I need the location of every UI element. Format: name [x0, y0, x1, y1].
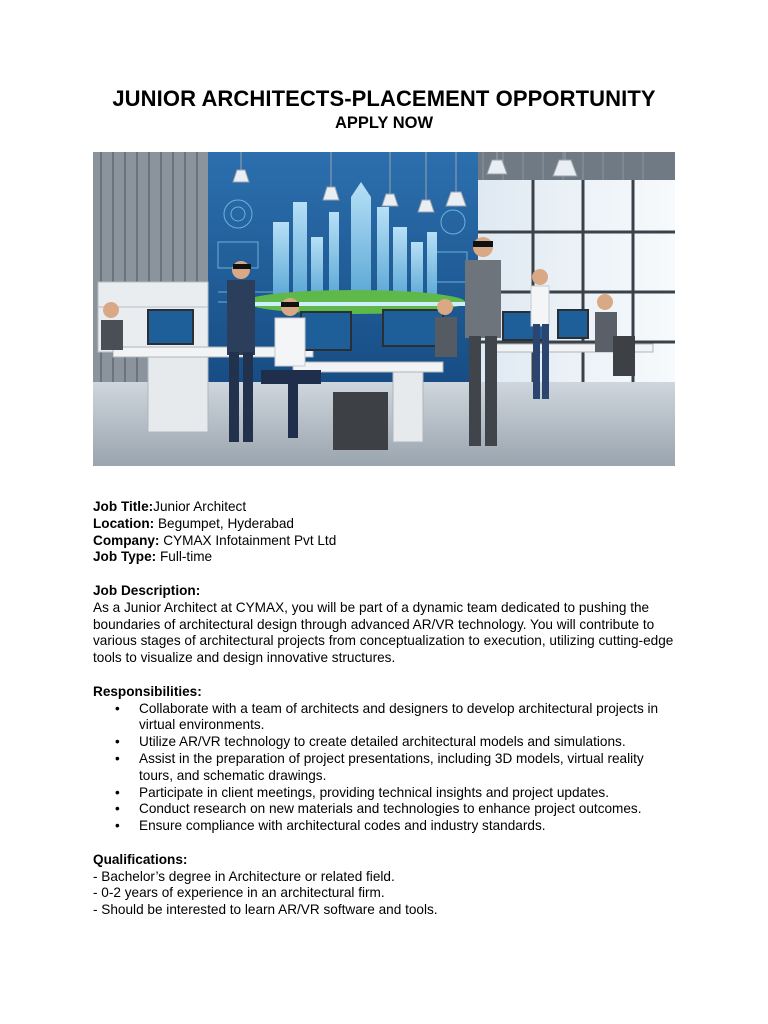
bullet: •: [115, 784, 120, 800]
page-title: JUNIOR ARCHITECTS-PLACEMENT OPPORTUNITY: [112, 86, 656, 111]
location-label: Location:: [93, 515, 155, 531]
location-row: [93, 516, 683, 533]
company-label: Company:: [93, 532, 160, 548]
bullet: •: [115, 734, 120, 750]
job-type-value: Full-time: [156, 549, 213, 565]
bullet: •: [115, 818, 120, 834]
list-item: • Utilize AR/VR technology to create detailed architectural models and simulations.: [115, 734, 626, 750]
qualification-item: - 0-2 years of experience in an architectural firm.: [93, 885, 385, 901]
page-subtitle: APPLY NOW: [334, 114, 434, 132]
list-item: • Ensure compliance with architectural codes and industry standards.: [115, 818, 546, 834]
responsibilities-list: [93, 701, 683, 835]
location-value: Begumpet, Hyderabad: [154, 515, 294, 531]
job-title-value: Junior Architect: [153, 499, 247, 514]
qualification-item: - Bachelor’s degree in Architecture or related field.: [93, 868, 395, 884]
job-description-text: As a Junior Architect at CYMAX, you will be part of a dynamic team dedicated to pushing the boundaries of architectural design through advanced AR/VR technology. You will contribute to various stages of architectural projects from conceptualization to execution, utilizing cutting-edge tools to visualize and design innovative structures.: [93, 599, 674, 666]
job-title-label: Job Title:: [93, 499, 154, 514]
list-item: • Conduct research on new materials and technologies to enhance project outcomes.: [115, 801, 642, 817]
company-row: [93, 533, 683, 550]
bullet: •: [115, 750, 120, 766]
job-description-heading: Job Description:: [93, 582, 201, 598]
office-vr-illustration: [93, 152, 675, 466]
job-type-label: Job Type:: [93, 549, 157, 565]
bullet: •: [115, 700, 120, 716]
job-type-row: [93, 549, 683, 566]
company-value: CYMAX Infotainment Pvt Ltd: [159, 532, 337, 548]
qualifications-heading: Qualifications:: [93, 851, 188, 867]
job-title-row: [93, 499, 683, 516]
job-details-body: [93, 499, 683, 919]
list-item: • Collaborate with a team of architects and designers to develop architectural projects in virtual environments.: [115, 700, 659, 733]
list-item: • Participate in client meetings, providing technical insights and project updates.: [115, 784, 610, 800]
list-item: • Assist in the preparation of project presentations, including 3D models, virtual reality tours, and schematic drawings.: [115, 750, 644, 783]
bullet: •: [115, 801, 120, 817]
responsibilities-heading: Responsibilities:: [93, 683, 202, 699]
qualification-item: - Should be interested to learn AR/VR software and tools.: [93, 902, 438, 918]
